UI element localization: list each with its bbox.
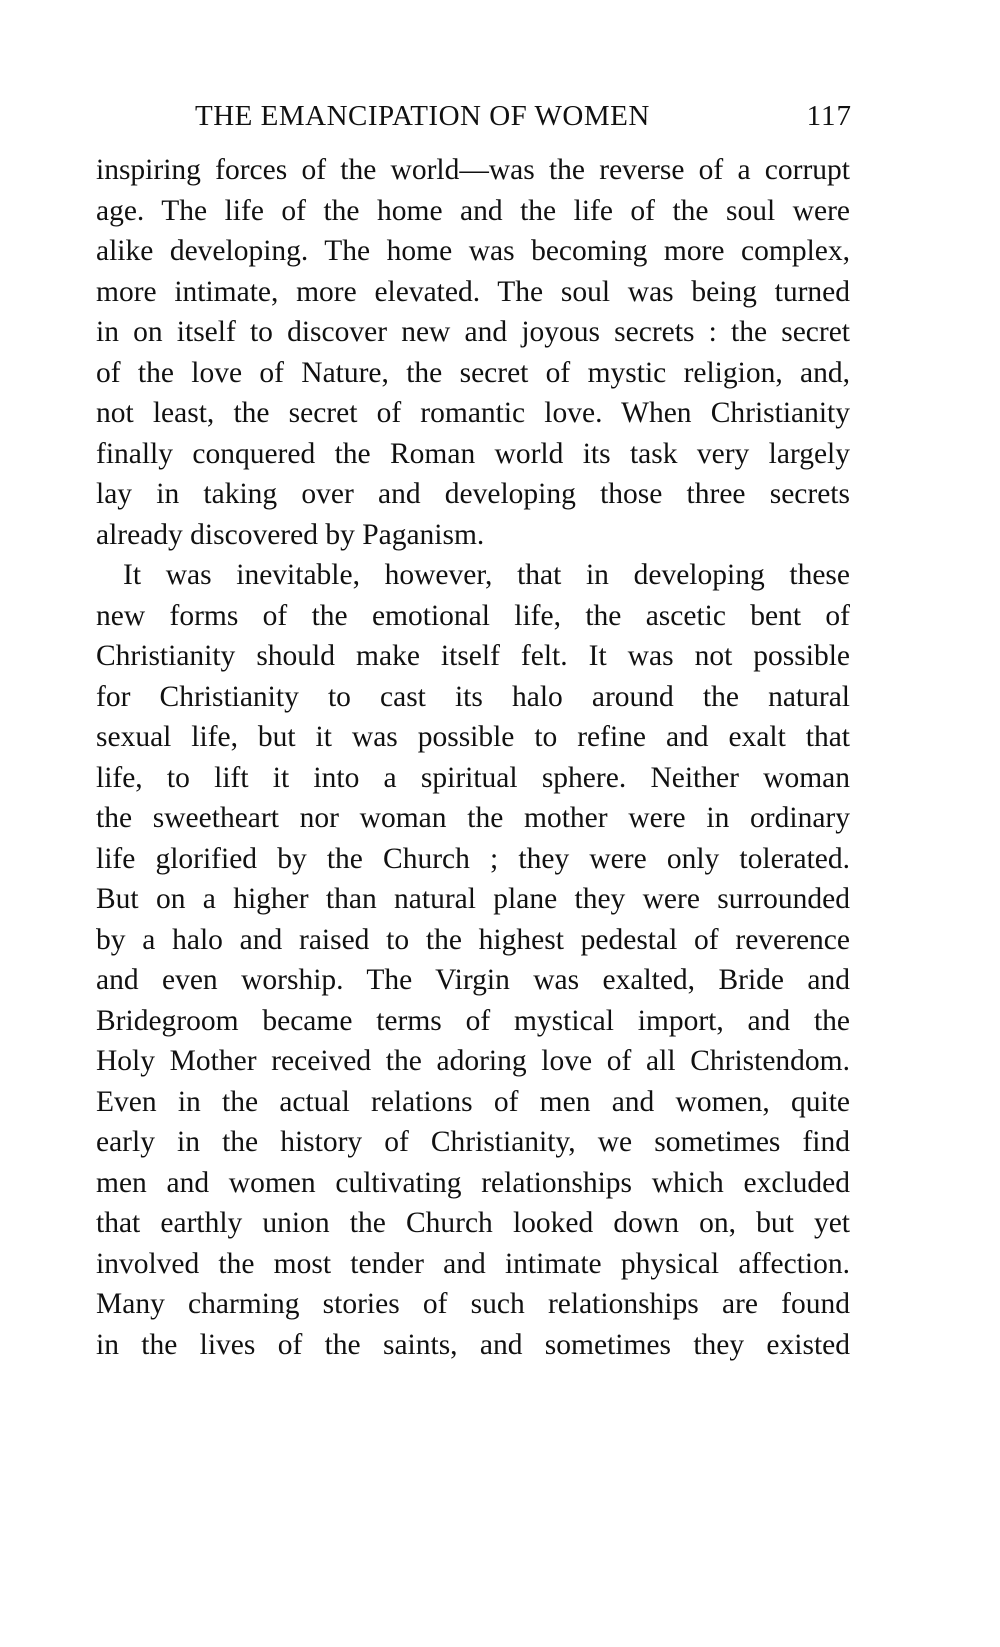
page-number: 117 bbox=[806, 100, 852, 132]
text-line: for Christianity to cast its halo around the natural bbox=[96, 680, 850, 713]
text-line: involved the most tender and intimate physical affection. bbox=[96, 1247, 850, 1280]
text-line: by a halo and raised to the highest pedestal of reverence bbox=[96, 923, 850, 956]
text-line: in on itself to discover new and joyous secrets : the secret bbox=[96, 316, 850, 348]
text-line: more intimate, more elevated. The soul was being turned bbox=[96, 275, 850, 308]
text-line: in the lives of the saints, and sometimes they existed bbox=[96, 1328, 850, 1361]
text-line: Many charming stories of such relationships are found bbox=[96, 1288, 850, 1320]
text-line: Holy Mother received the adoring love of all Christendom. bbox=[96, 1045, 850, 1077]
text-line: life glorified by the Church ; they were only tolerated. bbox=[96, 842, 850, 875]
text-line: that earthly union the Church looked down on, but yet bbox=[96, 1207, 850, 1239]
text-line: Christianity should make itself felt. It was not possible bbox=[96, 640, 850, 672]
text-line: new forms of the emotional life, the ascetic bent of bbox=[96, 599, 850, 632]
paragraph-start-line: It was inevitable, however, that in developing these bbox=[123, 559, 850, 591]
text-line: not least, the secret of romantic love. When Christianity bbox=[96, 397, 850, 429]
text-line: sexual life, but it was possible to refine and exalt that bbox=[96, 721, 850, 753]
text-line: Bridegroom became terms of mystical import, and the bbox=[96, 1004, 850, 1037]
text-line: Even in the actual relations of men and women, quite bbox=[96, 1085, 850, 1118]
body-text bbox=[96, 150, 850, 1365]
text-line: and even worship. The Virgin was exalted, Bride and bbox=[96, 964, 850, 996]
running-head bbox=[95, 96, 852, 136]
text-line: finally conquered the Roman world its task very largely bbox=[96, 437, 850, 470]
text-line: inspiring forces of the world—was the reverse of a corrupt bbox=[96, 154, 850, 186]
text-line: early in the history of Christianity, we sometimes find bbox=[96, 1126, 850, 1158]
text-line: lay in taking over and developing those three secrets bbox=[96, 478, 850, 510]
text-line: But on a higher than natural plane they were surrounded bbox=[96, 883, 850, 915]
text-line: age. The life of the home and the life of the soul were bbox=[96, 194, 850, 227]
text-line: life, to lift it into a spiritual sphere. Neither woman bbox=[96, 761, 850, 794]
text-line: of the love of Nature, the secret of mystic religion, and, bbox=[96, 356, 850, 389]
text-line: the sweetheart nor woman the mother were in ordinary bbox=[96, 802, 850, 834]
text-line: alike developing. The home was becoming more complex, bbox=[96, 235, 850, 267]
running-title: THE EMANCIPATION OF WOMEN bbox=[195, 100, 650, 132]
paragraph-end-line: already discovered by Paganism. bbox=[96, 518, 485, 551]
text-line: men and women cultivating relationships which excluded bbox=[96, 1166, 850, 1199]
